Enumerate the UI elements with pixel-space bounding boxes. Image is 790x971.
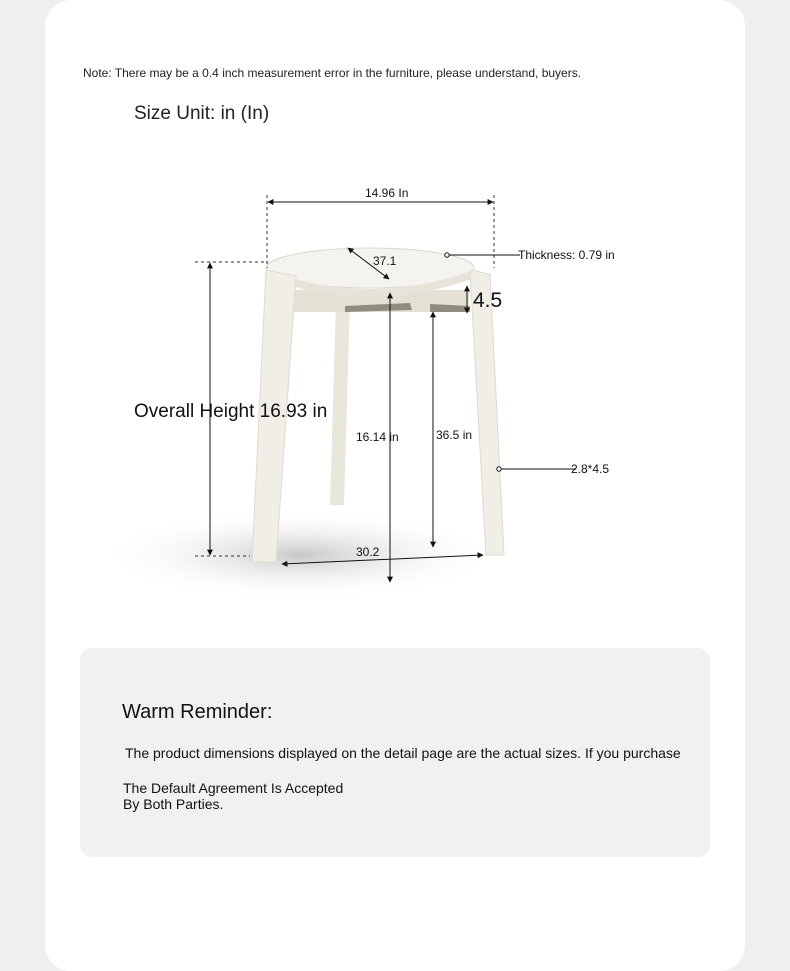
size-unit-heading: Size Unit: in (In)	[134, 103, 270, 124]
back-leg-left	[330, 300, 350, 505]
leg-height-label: 36.5 in	[436, 428, 473, 442]
agreement-text	[123, 780, 343, 812]
width-label: 14.96 In	[365, 186, 409, 200]
thickness-label: Thickness: 0.79 in	[518, 248, 615, 262]
seat-diameter-label: 37.1	[373, 254, 397, 268]
base-span-label: 30.2	[356, 545, 380, 559]
agreement-line-2: By Both Parties.	[123, 796, 224, 812]
agreement-line-1: The Default Agreement Is Accepted	[123, 780, 344, 796]
apron-height-label: 4.5	[473, 289, 503, 312]
leg-section-label: 2.8*4.5	[571, 462, 610, 476]
warm-reminder-panel	[80, 648, 710, 857]
measurement-note: Note: There may be a 0.4 inch measurement error in the furniture, please understand, buyers.	[83, 66, 582, 80]
reminder-text: The product dimensions displayed on the detail page are the actual sizes. If you purchase	[125, 745, 681, 761]
inner-height-label: 16.14 in	[356, 430, 399, 444]
overall-height-label: Overall Height 16.93 in	[134, 401, 328, 422]
floor-shadow	[100, 510, 500, 600]
reminder-title: Warm Reminder:	[122, 701, 273, 723]
